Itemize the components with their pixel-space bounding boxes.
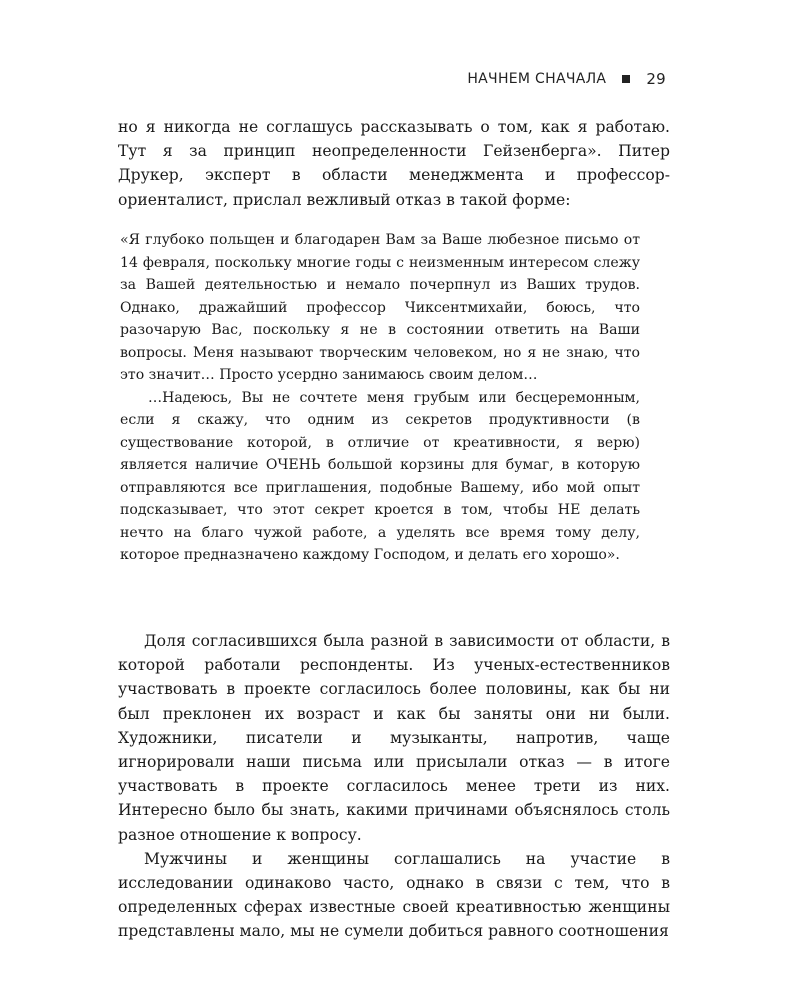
intro-paragraph: но я никогда не соглашусь рассказывать о том, как я работаю. Тут я за принцип неопределенности Гейзенберга». Питер Друкер, эксперт в области менеджмента и профессор-ориенталист, прислал вежливый отказ в такой форме: [118, 118, 670, 209]
main-text-block [118, 629, 670, 944]
separator-square-icon [622, 75, 630, 83]
quote-paragraph-1: «Я глубоко польщен и благодарен Вам за Ваше любезное письмо от 14 февраля, поскольку многие годы с неизменным интересом слежу за Вашей деятельностью и немало почерпнул из Ваших трудов. Однако, дражайший профессор Чиксентмихайи, боюсь, что разочарую Вас, поскольку я не в состоянии ответить на Ваши вопросы. Меня называют творческим человеком, но я не знаю, что это значит… Просто усердно занимаюсь своим делом… [120, 232, 640, 383]
chapter-title: НАЧНЕМ СНАЧАЛА [467, 71, 607, 87]
quote-paragraph-2: …Надеюсь, Вы не сочтете меня грубым или бесцеремонным, если я скажу, что одним из секретов продуктивности (в существование которой, в отличие от креативности, я верю) является наличие ОЧЕНЬ большой корзины для бумаг, в которую отправляются все приглашения, подобные Вашему, ибо мой опыт подсказывает, что этот секрет кроется в том, чтобы НЕ делать нечто на благо чужой работе, а уделять все время тому делу, которое предназначено каждому Господом, и делать его хорошо». [120, 389, 640, 563]
running-header [467, 70, 666, 88]
intro-text-block [118, 115, 670, 212]
page-number: 29 [646, 70, 666, 88]
letter-quote [120, 229, 640, 567]
body-paragraph-2: Мужчины и женщины соглашались на участие в исследовании одинаково часто, однако в связи с тем, что в определенных сферах известные своей креативностью женщины представлены мало, мы не сумели добиться равного соотношения [118, 849, 670, 941]
body-paragraph-1: Доля согласившихся была разной в зависимости от области, в которой работали респонденты. Из ученых-естественников участвовать в проекте согласилось более половины, как бы ни был преклонен их возраст и как бы заняты они ни были. Художники, писатели и музыканты, напротив, чаще игнорировали наши письма или присылали отказ — в итоге участвовать в проекте согласилось менее трети из них. Интересно было бы знать, какими причинами объяснялось столь разное отношение к вопросу. [118, 632, 670, 844]
